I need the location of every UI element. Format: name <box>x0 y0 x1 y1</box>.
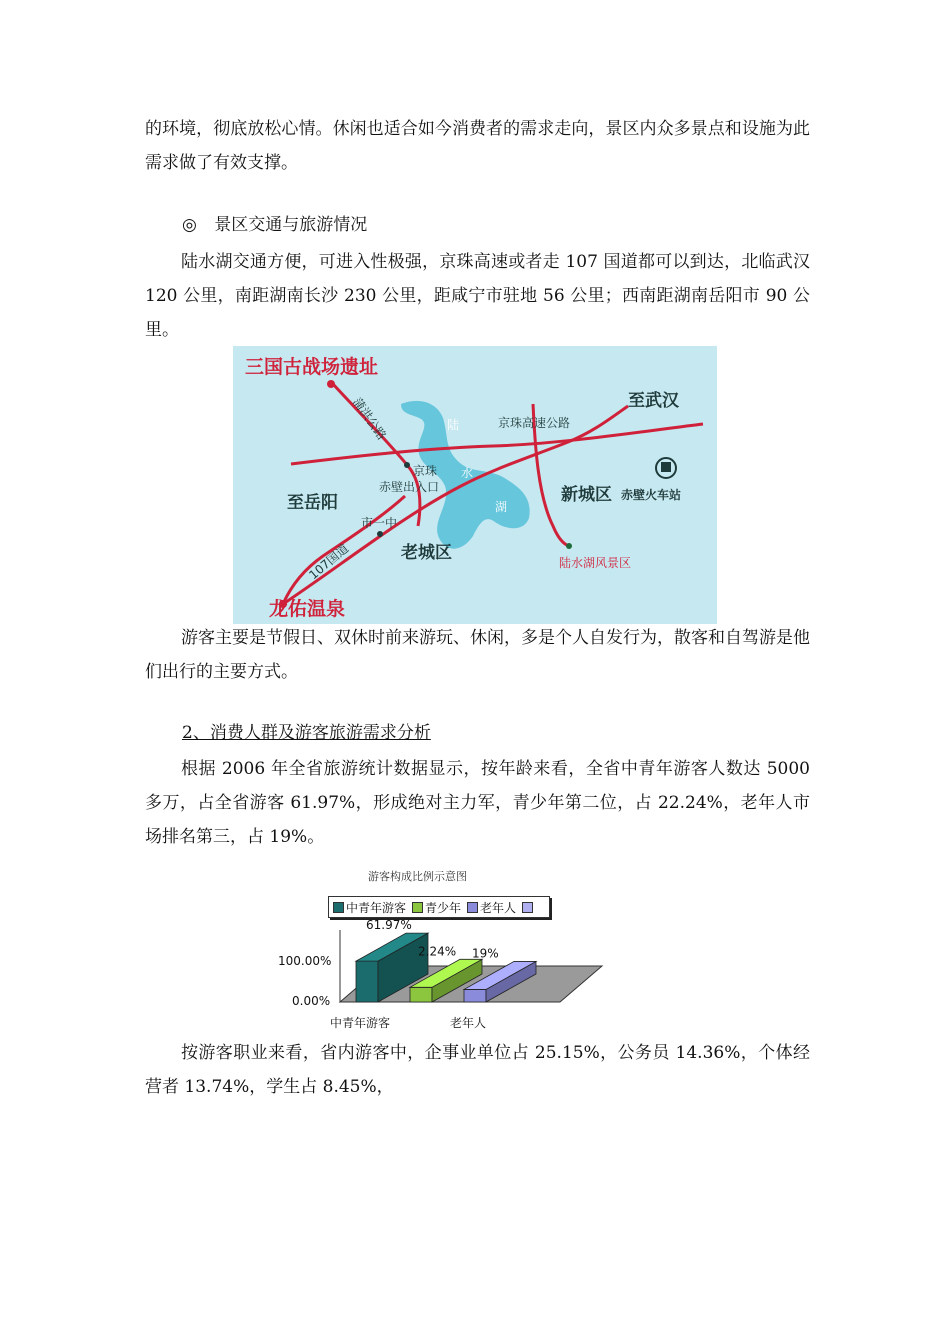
label-scenic-area: 陆水湖风景区 <box>559 556 632 570</box>
scenic-area-marker <box>566 543 572 549</box>
bar-front-1 <box>410 987 432 1002</box>
label-chibi-exit: 赤壁出入口 <box>379 480 440 494</box>
legend-label-0: 中青年游客 <box>346 900 407 915</box>
sanguo-marker <box>327 380 335 388</box>
legend-label-2: 老年人 <box>480 900 517 915</box>
label-road-107: 107国道 <box>306 541 352 583</box>
label-lake-hu: 湖 <box>495 500 508 514</box>
label-lake-lu: 陆 <box>447 418 460 432</box>
jingzhu-marker <box>404 462 410 468</box>
x-tick-0: 中青年游客 <box>330 1016 391 1030</box>
bar-front-0 <box>356 961 378 1002</box>
x-tick-1: 老年人 <box>450 1016 487 1030</box>
label-shiyizhong: 市一中 <box>361 516 398 530</box>
chart-title: 游客构成比例示意图 <box>368 870 467 883</box>
visitor-composition-chart <box>270 866 615 1032</box>
label-to-wuhan: 至武汉 <box>628 391 679 411</box>
traffic-map <box>233 346 717 624</box>
paragraph-1: 的环境，彻底放松心情。休闲也适合如今消费者的需求走向，景区内众多景点和设施为此需求做了有效支撑。 <box>145 119 810 173</box>
shiyizhong-marker <box>377 531 383 537</box>
paragraph-5: 按游客职业来看，省内游客中，企事业单位占 25.15%，公务员 14.36%，个体经营者 13.74%，学生占 8.45%， <box>145 1043 810 1097</box>
label-to-yueyang: 至岳阳 <box>287 493 338 513</box>
data-label-2: 19% <box>472 946 499 961</box>
section-title: 景区交通与旅游情况 <box>214 215 368 235</box>
subsection-heading: 2、消费人群及游客旅游需求分析 <box>182 723 431 743</box>
label-lake-shui: 水 <box>461 466 474 480</box>
bar-front-2 <box>464 989 486 1002</box>
label-sanguo: 三国古战场遗址 <box>245 356 379 378</box>
data-label-0: 61.97% <box>366 918 412 933</box>
data-label-1: 2.24% <box>418 944 457 959</box>
y-tick-max: 100.00% <box>278 954 332 968</box>
label-jingzhu: 京珠 <box>413 464 438 478</box>
label-puqi-road: 蒲洪公路 <box>349 395 389 443</box>
section-heading <box>182 210 367 240</box>
label-station: 赤壁火车站 <box>621 488 682 502</box>
label-jingzhu-expressway: 京珠高速公路 <box>498 416 571 430</box>
label-new-town: 新城区 <box>561 485 612 505</box>
legend-label-1: 青少年 <box>425 900 462 915</box>
paragraph-4: 根据 2006 年全省旅游统计数据显示，按年龄来看，全省中青年游客人数达 5000 多万，占全省游客 61.97%，形成绝对主力军，青少年第二位，占 22.24%，老年人市场排名第三，占 19%。 <box>145 759 810 847</box>
y-tick-min: 0.00% <box>292 994 331 1008</box>
paragraph-3: 游客主要是节假日、双休时前来游玩、休闲，多是个人自发行为，散客和自驾游是他们出行的主要方式。 <box>145 628 810 682</box>
label-old-town: 老城区 <box>401 543 452 563</box>
section-marker: ◎ <box>182 215 197 235</box>
paragraph-2: 陆水湖交通方便，可进入性极强，京珠高速或者走 107 国道都可以到达，北临武汉 120 公里，南距湖南长沙 230 公里，距咸宁市驻地 56 公里；西南距湖南岳阳市 90 公里。 <box>145 252 810 340</box>
label-longyou-spring: 龙佑温泉 <box>269 598 346 620</box>
road-east-west <box>291 424 703 464</box>
